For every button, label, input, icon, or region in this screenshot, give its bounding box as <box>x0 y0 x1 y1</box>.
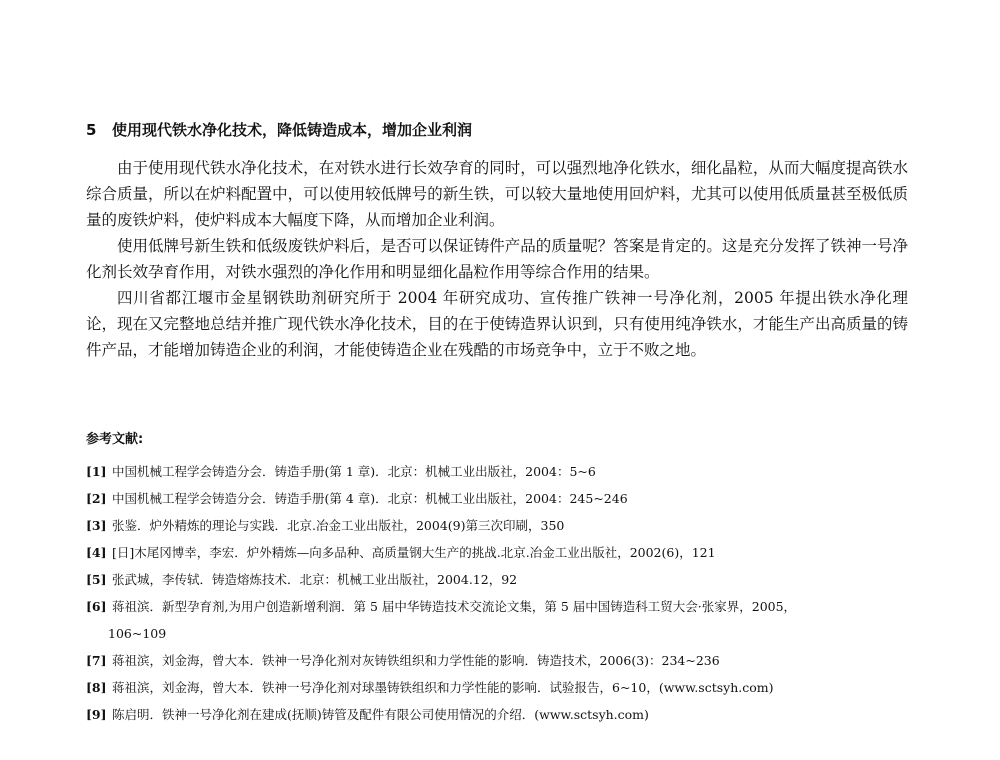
section-heading <box>86 119 916 141</box>
reference-item <box>86 647 908 674</box>
reference-text: 张武城，李传轼．铸造熔炼技术．北京：机械工业出版社，2004.12，92 <box>112 572 518 587</box>
reference-text-continuation: 106~109 <box>108 626 167 641</box>
reference-text <box>108 593 908 647</box>
reference-text: [日]木尾冈博幸，李宏．炉外精炼—向多品种、高质量钢大生产的挑战.北京.冶金工业出版社，2002(6)，121 <box>112 545 716 560</box>
reference-number: [5] <box>86 572 107 587</box>
paragraph: 四川省都江堰市金星钢铁助剂研究所于 2004 年研究成功、宣传推广铁神一号净化剂，2005 年提出铁水净化理论，现在又完整地总结并推广现代铁水净化技术，目的在于使铸造界认识到，只有使用纯净铁水，才能生产出高质量的铸件产品，才能增加铸造企业的利润，才能使铸造企业在残酷的市场竞争中，立于不败之地。 <box>86 289 908 359</box>
reference-text: 陈启明．铁神一号净化剂在建成(抚顺)铸管及配件有限公司使用情况的介绍．(www.sctsyh.com) <box>112 707 649 722</box>
references-section <box>86 430 908 728</box>
reference-number: [4] <box>86 545 107 560</box>
reference-number: [3] <box>86 518 107 533</box>
reference-item <box>86 593 908 647</box>
reference-item <box>86 485 908 512</box>
reference-item <box>86 674 908 701</box>
reference-text: 蒋祖滨，刘金海，曾大本．铁神一号净化剂对球墨铸铁组织和力学性能的影响．试验报告，6~10，(www.sctsyh.com) <box>112 680 774 695</box>
references-heading: 参考文献: <box>86 432 144 447</box>
reference-item <box>86 539 908 566</box>
reference-number: [2] <box>86 491 107 506</box>
reference-text: 张鉴．炉外精炼的理论与实践．北京.冶金工业出版社，2004(9)第三次印刷，350 <box>112 518 565 533</box>
reference-item <box>86 512 908 539</box>
reference-number: [1] <box>86 464 107 479</box>
paragraph: 使用低牌号新生铁和低级废铁炉料后，是否可以保证铸件产品的质量呢？答案是肯定的。这是充分发挥了铁神一号净化剂长效孕育作用，对铁水强烈的净化作用和明显细化晶粒作用等综合作用的结果。 <box>86 237 908 281</box>
body-text <box>86 155 908 363</box>
paragraph: 由于使用现代铁水净化技术，在对铁水进行长效孕育的同时，可以强烈地净化铁水，细化晶粒，从而大幅度提高铁水综合质量，所以在炉料配置中，可以使用较低牌号的新生铁，可以较大量地使用回炉料，尤其可以使用低质量甚至极低质量的废铁炉料，使炉料成本大幅度下降，从而增加企业利润。 <box>86 159 908 229</box>
reference-text: 中国机械工程学会铸造分会．铸造手册(第 4 章)．北京：机械工业出版社，2004：245~246 <box>112 491 628 506</box>
reference-item <box>86 458 908 485</box>
reference-item <box>86 566 908 593</box>
reference-text-line: 蒋祖滨．新型孕育剂,为用户创造新增利润．第 5 届中华铸造技术交流论文集，第 5 届中国铸造科工贸大会·张家界，2005， <box>112 599 797 614</box>
section-title: 使用现代铁水净化技术，降低铸造成本，增加企业利润 <box>112 121 473 139</box>
reference-text: 蒋祖滨，刘金海，曾大本．铁神一号净化剂对灰铸铁组织和力学性能的影响．铸造技术，2006(3)：234~236 <box>112 653 720 668</box>
section-number: 5 <box>86 121 97 139</box>
reference-text: 中国机械工程学会铸造分会．铸造手册(第 1 章)．北京：机械工业出版社，2004：5~6 <box>112 464 596 479</box>
reference-number: [9] <box>86 707 107 722</box>
reference-number: [8] <box>86 680 107 695</box>
reference-number: [6] <box>86 599 107 614</box>
reference-number: [7] <box>86 653 107 668</box>
reference-item <box>86 701 908 728</box>
